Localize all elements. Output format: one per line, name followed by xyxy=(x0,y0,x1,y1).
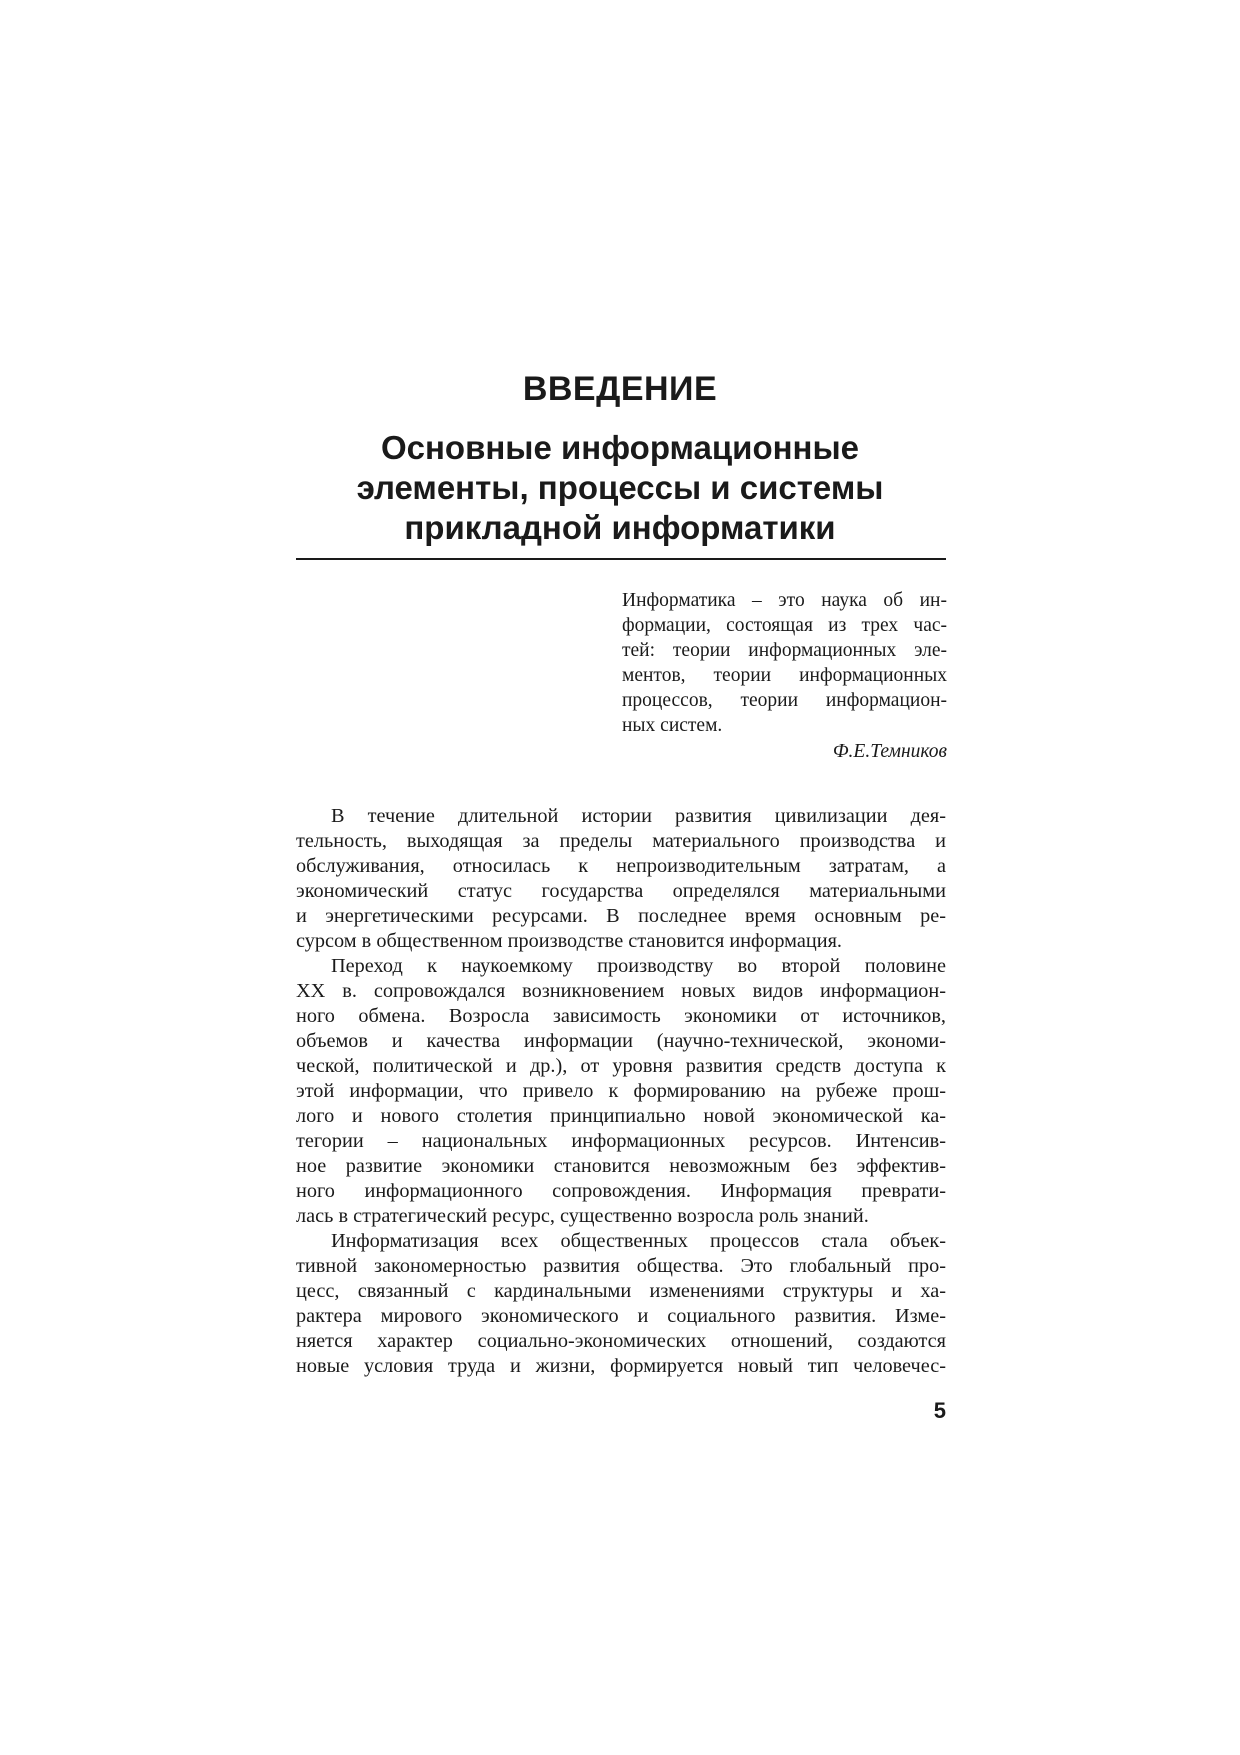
body-line: и энергетическими ресурсами. В последнее время основным ре- xyxy=(296,905,946,927)
body-line: XX в. сопровождался возникновением новых видов информацион- xyxy=(296,980,946,1002)
body-line: ного обмена. Возросла зависимость экономики от источников, xyxy=(296,1005,946,1027)
epigraph xyxy=(622,588,947,764)
body-line: В течение длительной истории развития цивилизации дея- xyxy=(331,805,946,827)
body-line: обслуживания, относилась к непроизводительным затратам, а xyxy=(296,855,946,877)
body-text xyxy=(296,804,946,1379)
body-line: тельность, выходящая за пределы материального производства и xyxy=(296,830,946,852)
epigraph-line: ментов, теории информационных xyxy=(622,665,947,686)
body-line: ное развитие экономики становится невозможным без эффектив- xyxy=(296,1155,946,1177)
epigraph-line: Информатика – это наука об ин- xyxy=(622,590,947,611)
body-line: этой информации, что привело к формированию на рубеже прош- xyxy=(296,1080,946,1102)
chapter-title-line: прикладной информатики xyxy=(404,509,836,546)
epigraph-line: процессов, теории информацион- xyxy=(622,690,947,711)
body-line: тивной закономерностью развития общества. Это глобальный про- xyxy=(296,1255,946,1277)
epigraph-line: ных систем. xyxy=(622,715,723,736)
epigraph-line: тей: теории информационных эле- xyxy=(622,640,947,661)
body-line: ного информационного сопровождения. Информация преврати- xyxy=(296,1180,946,1202)
body-line: Переход к наукоемкому производству во второй половине xyxy=(331,955,946,977)
chapter-title-line: элементы, процессы и системы xyxy=(356,469,884,506)
body-line: Информатизация всех общественных процессов стала объек- xyxy=(331,1230,946,1252)
page-number: 5 xyxy=(933,1398,946,1423)
chapter-label: ВВЕДЕНИЕ xyxy=(522,370,718,408)
body-line: экономический статус государства определялся материальными xyxy=(296,880,946,902)
body-line: новые условия труда и жизни, формируется новый тип человечес- xyxy=(296,1355,946,1377)
body-line: рактера мирового экономического и социального развития. Изме- xyxy=(296,1305,946,1327)
body-line: тегории – национальных информационных ресурсов. Интенсив- xyxy=(296,1130,946,1152)
body-line: сурсом в общественном производстве становится информация. xyxy=(296,930,842,952)
epigraph-line: формации, состоящая из трех час- xyxy=(622,615,947,636)
body-line: няется характер социально-экономических отношений, создаются xyxy=(296,1330,946,1352)
body-line: ческой, политической и др.), от уровня развития средств доступа к xyxy=(296,1055,946,1077)
body-line: цесс, связанный с кардинальными изменениями структуры и ха- xyxy=(296,1280,946,1302)
body-line: лого и нового столетия принципиально новой экономической ка- xyxy=(296,1105,946,1127)
chapter-title xyxy=(295,428,945,548)
body-line: лась в стратегический ресурс, существенно возросла роль знаний. xyxy=(296,1205,869,1227)
chapter-title-line: Основные информационные xyxy=(380,429,860,466)
title-rule xyxy=(296,558,946,560)
epigraph-author: Ф.Е.Темников xyxy=(832,741,947,762)
body-line: объемов и качества информации (научно-технической, экономи- xyxy=(296,1030,946,1052)
